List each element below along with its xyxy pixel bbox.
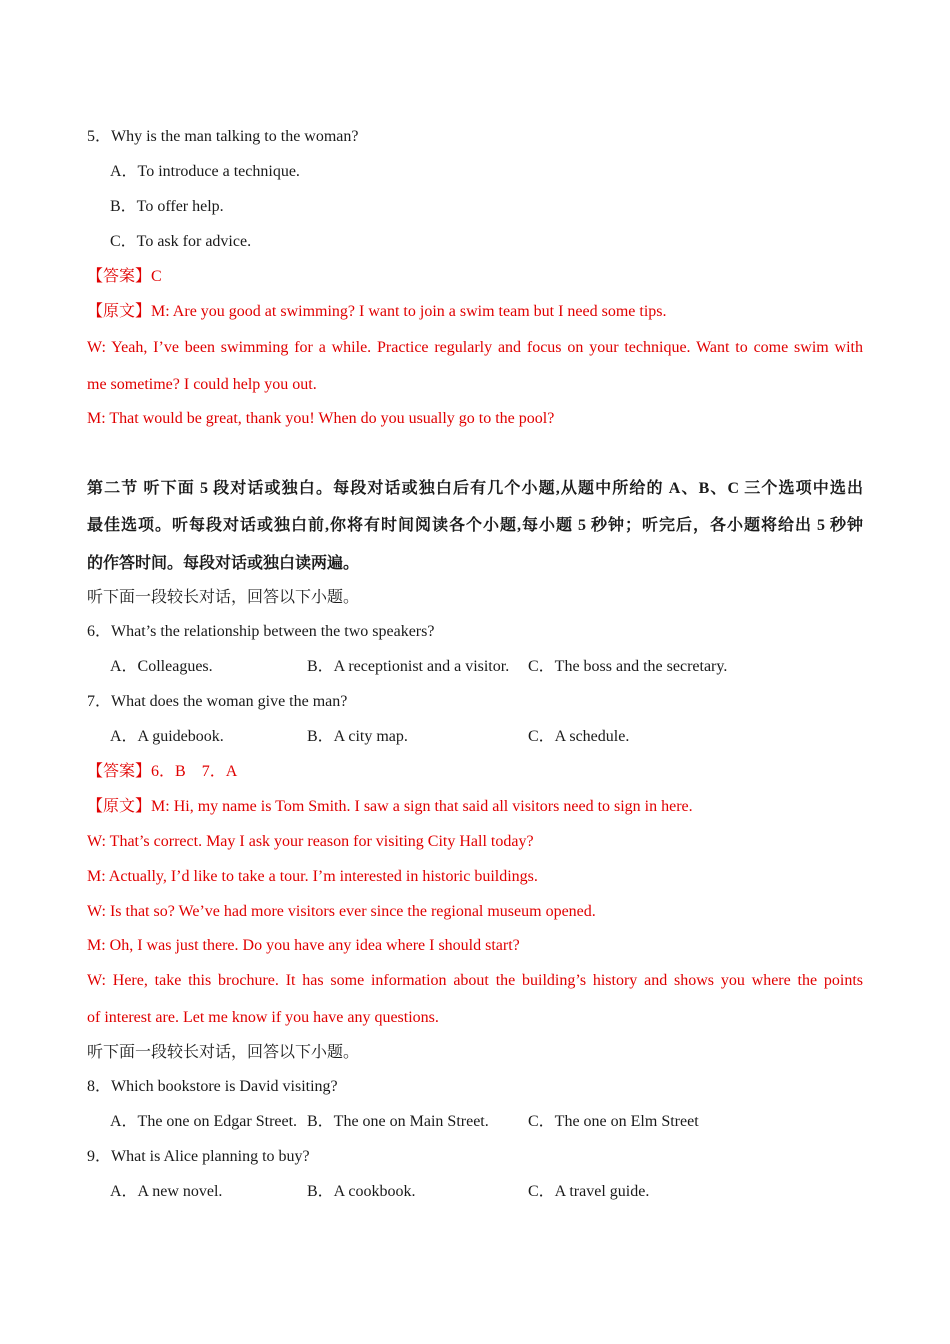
q8-option-a: A．The one on Edgar Street.: [110, 1113, 298, 1130]
q6-option-a: A．Colleagues.: [110, 658, 213, 675]
q7-option-a: A．A guidebook.: [110, 728, 224, 745]
q9-option-a: A．A new novel.: [110, 1183, 223, 1200]
script-tag: 【原文】: [87, 798, 152, 815]
section2-instruction-line-3: 的作答时间。每段对话或独白读两遍。: [87, 555, 360, 572]
script-tag: 【原文】: [87, 303, 152, 320]
q8-question: 8．Which bookstore is David visiting?: [87, 1078, 338, 1095]
q5-option-b: B．To offer help.: [110, 198, 224, 215]
answer-value: C: [151, 268, 162, 285]
answer-tag: 【答案】: [87, 268, 152, 285]
group1-script-line-2: W: That’s correct. May I ask your reason for visiting City Hall today?: [87, 833, 534, 850]
group1-script-line-6b: of interest are. Let me know if you have any questions.: [87, 1009, 439, 1026]
q5-option-a: A．To introduce a technique.: [110, 163, 300, 180]
q7-question: 7．What does the woman give the man?: [87, 693, 348, 710]
group2-intro: 听下面一段较长对话，回答以下小题。: [87, 1044, 360, 1061]
q6-option-b: B．A receptionist and a visitor.: [307, 658, 510, 675]
q7-option-b: B．A city map.: [307, 728, 408, 745]
q8-option-c: C．The one on Elm Street: [528, 1113, 699, 1130]
answer-tag: 【答案】: [87, 763, 152, 780]
q7-option-c: C．A schedule.: [528, 728, 630, 745]
group1-script-line-4: W: Is that so? We’ve had more visitors ever since the regional museum opened.: [87, 903, 596, 920]
script-text: M: Are you good at swimming? I want to join a swim team but I need some tips.: [151, 303, 667, 320]
q8-option-b: B．The one on Main Street.: [307, 1113, 489, 1130]
q5-answer: [87, 267, 162, 287]
group1-answer: [87, 762, 237, 782]
q9-option-b: B．A cookbook.: [307, 1183, 416, 1200]
q5-script-line-2a: W: Yeah, I’ve been swimming for a while. Practice regularly and focus on your technique. Want to come swim with: [87, 339, 863, 356]
group1-script-line-3: M: Actually, I’d like to take a tour. I’m interested in historic buildings.: [87, 868, 538, 885]
group1-script-line-1: [87, 797, 693, 817]
group1-script-line-5: M: Oh, I was just there. Do you have any idea where I should start?: [87, 937, 520, 954]
q5-script-line-3: M: That would be great, thank you! When do you usually go to the pool?: [87, 410, 555, 427]
script-text: M: Hi, my name is Tom Smith. I saw a sign that said all visitors need to sign in here.: [151, 798, 693, 815]
q5-question: 5．Why is the man talking to the woman?: [87, 128, 359, 145]
q5-script-line-2b: me sometime? I could help you out.: [87, 376, 317, 393]
group1-intro: 听下面一段较长对话，回答以下小题。: [87, 589, 360, 606]
q5-option-c: C．To ask for advice.: [110, 233, 252, 250]
group1-script-line-6a: W: Here, take this brochure. It has some information about the building’s history and shows you where the points: [87, 972, 863, 989]
q5-script-line-1: [87, 302, 667, 322]
q9-question: 9．What is Alice planning to buy?: [87, 1148, 310, 1165]
section2-instruction-line-2: 最佳选项。听每段对话或独白前,你将有时间阅读各个小题,每小题 5 秒钟；听完后，各小题将给出 5 秒钟: [87, 517, 863, 534]
q6-question: 6．What’s the relationship between the two speakers?: [87, 623, 435, 640]
section2-instruction-line-1: 第二节 听下面 5 段对话或独白。每段对话或独白后有几个小题,从题中所给的 A、B、C 三个选项中选出: [87, 480, 863, 497]
q9-option-c: C．A travel guide.: [528, 1183, 650, 1200]
q6-option-c: C．The boss and the secretary.: [528, 658, 728, 675]
answer-value: 6．B 7．A: [151, 763, 238, 780]
